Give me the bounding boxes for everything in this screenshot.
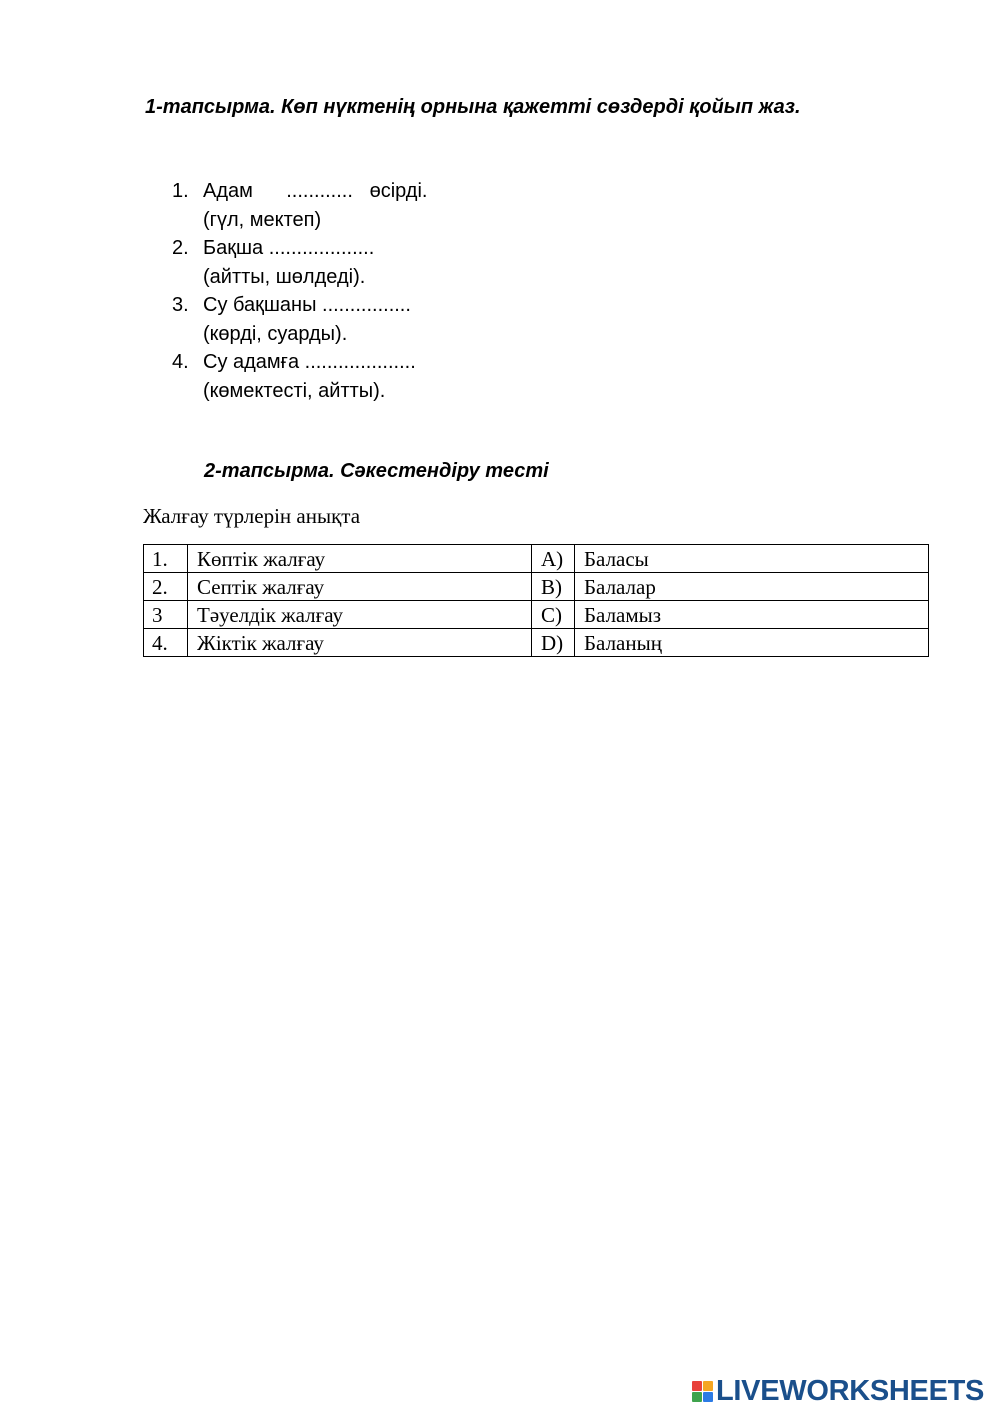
row-letter: D)	[532, 629, 575, 657]
row-term[interactable]: Тәуелдік жалғау	[188, 601, 532, 629]
item-number: 2.	[172, 237, 189, 259]
item-sentence[interactable]: Су бақшаны ................	[203, 294, 411, 316]
table-row	[144, 545, 929, 573]
row-term[interactable]: Жіктік жалғау	[188, 629, 532, 657]
row-term[interactable]: Көптік жалғау	[188, 545, 532, 573]
row-letter: B)	[532, 573, 575, 601]
item-options: (айтты, шөлдеді).	[203, 265, 366, 288]
row-answer[interactable]: Баланың	[575, 629, 929, 657]
matching-table	[143, 544, 929, 657]
item-options: (гүл, мектеп)	[203, 208, 322, 231]
row-number: 4.	[144, 629, 188, 657]
table-row	[144, 573, 929, 601]
item-number: 4.	[172, 351, 189, 373]
logo-square	[692, 1381, 702, 1391]
item-options: (көмектесті, айтты).	[203, 379, 386, 402]
row-letter: A)	[532, 545, 575, 573]
task2-title: 2-тапсырма. Сәкестендіру тесті	[204, 460, 549, 482]
row-term[interactable]: Септік жалғау	[188, 573, 532, 601]
item-options: (көрді, суарды).	[203, 322, 348, 345]
row-number: 2.	[144, 573, 188, 601]
task2-instruction: Жалғау түрлерін анықта	[143, 504, 361, 528]
task1-list	[172, 177, 427, 405]
logo-square	[703, 1392, 713, 1402]
item-sentence[interactable]: Адам ............ өсірді.	[203, 180, 428, 202]
row-answer[interactable]: Баласы	[575, 545, 929, 573]
list-item	[172, 348, 427, 405]
list-item	[172, 177, 427, 234]
table-row	[144, 629, 929, 657]
item-sentence[interactable]: Бақша ...................	[203, 237, 375, 259]
item-number: 1.	[172, 180, 189, 202]
row-letter: C)	[532, 601, 575, 629]
logo-grid-icon	[692, 1381, 713, 1402]
item-sentence[interactable]: Су адамға ....................	[203, 351, 416, 373]
logo-square	[703, 1381, 713, 1391]
list-item	[172, 291, 427, 348]
row-answer[interactable]: Баламыз	[575, 601, 929, 629]
item-number: 3.	[172, 294, 189, 316]
liveworksheets-logo	[692, 1376, 984, 1406]
logo-square	[692, 1392, 702, 1402]
task1-title: 1-тапсырма. Көп нүктенің орнына қажетті сөздерді қойып жаз.	[145, 96, 801, 118]
row-number: 1.	[144, 545, 188, 573]
list-item	[172, 234, 427, 291]
row-number: 3	[144, 601, 188, 629]
table-row	[144, 601, 929, 629]
logo-text: LIVEWORKSHEETS	[716, 1374, 985, 1407]
row-answer[interactable]: Балалар	[575, 573, 929, 601]
